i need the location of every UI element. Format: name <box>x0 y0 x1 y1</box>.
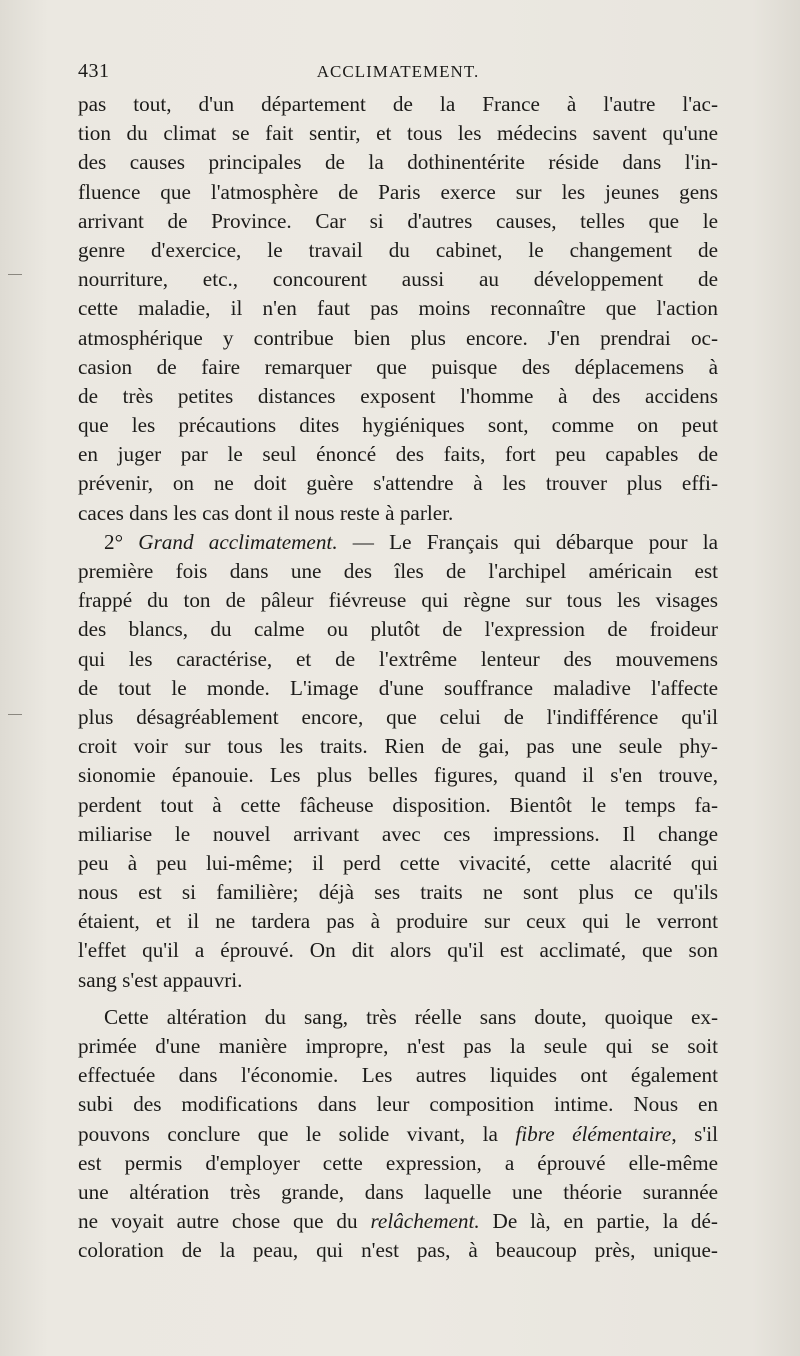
section-heading-line <box>78 528 718 557</box>
text-line: subi des modifications dans leur composition intime. Nous en <box>78 1092 718 1117</box>
section-number: 2° <box>104 529 124 554</box>
text-run: pouvons conclure que le solide vivant, la <box>78 1121 516 1146</box>
text-line: Cette altération du sang, très réelle sans doute, quoique ex- <box>104 1004 718 1029</box>
text-line: plus désagréablement encore, que celui de l'indifférence qu'il <box>78 704 718 729</box>
paragraph-3 <box>78 1003 718 1266</box>
text-line: en juger par le seul énoncé des faits, fort peu capables de <box>78 442 718 467</box>
text-line: tion du climat se fait sentir, et tous les médecins savent qu'une <box>78 121 718 146</box>
text-line: cette maladie, il n'en faut pas moins reconnaître que l'action <box>78 296 718 321</box>
text-line: peu à peu lui-même; il perd cette vivacité, cette alacrité qui <box>78 850 718 875</box>
text-line: de tout le monde. L'image d'une souffrance maladive l'affecte <box>78 675 718 700</box>
paragraph-1 <box>78 90 718 528</box>
text-line: arrivant de Province. Car si d'autres causes, telles que le <box>78 208 718 233</box>
margin-mark <box>8 274 22 275</box>
text-line: miliarise le nouvel arrivant avec ces impressions. Il change <box>78 821 718 846</box>
paragraph-gap <box>78 995 718 1003</box>
text-run: , s'il <box>671 1121 718 1146</box>
text-line: des causes principales de la dothinentérite réside dans l'in- <box>78 150 718 175</box>
text-line: genre d'exercice, le travail du cabinet, le changement de <box>78 237 718 262</box>
text-line: que les précautions dites hygiéniques sont, comme on peut <box>78 413 718 438</box>
text-run: De là, en partie, la dé- <box>479 1209 718 1234</box>
text-line: coloration de la peau, qui n'est pas, à beaucoup près, unique- <box>78 1238 718 1263</box>
text-line: effectuée dans l'économie. Les autres liquides ont également <box>78 1063 718 1088</box>
text-line: sionomie épanouie. Les plus belles figures, quand il s'en trouve, <box>78 763 718 788</box>
text-line: frappé du ton de pâleur fiévreuse qui règne sur tous les visages <box>78 588 718 613</box>
running-title: ACCLIMATEMENT. <box>316 62 480 81</box>
text-line: est permis d'employer cette expression, a éprouvé elle-même <box>78 1150 718 1175</box>
text-line <box>78 1120 718 1149</box>
text-line: fluence que l'atmosphère de Paris exerce sur les jeunes gens <box>78 179 718 204</box>
text-run: ne voyait autre chose que du <box>78 1209 371 1234</box>
text-line: pas tout, d'un département de la France à l'autre l'ac- <box>78 92 718 116</box>
text-line: atmosphérique y contribue bien plus encore. J'en prendrai oc- <box>78 325 718 350</box>
text-line: nous est si familière; déjà ses traits ne sont plus ce qu'ils <box>78 880 718 905</box>
text-run: — Le Français qui débarque pour la <box>337 529 719 554</box>
text-line: nourriture, etc., concourent aussi au développement de <box>78 267 718 292</box>
body-text <box>78 90 718 1266</box>
italic-term: relâchement. <box>370 1209 480 1234</box>
text-line: sang s'est appauvri. <box>78 967 243 992</box>
text-line: caces dans les cas dont il nous reste à parler. <box>78 500 454 525</box>
section-title: Grand acclimatement. <box>138 529 338 554</box>
text-line: croit voir sur tous les traits. Rien de gai, pas une seule phy- <box>78 734 718 759</box>
italic-term: fibre élémentaire <box>515 1121 672 1146</box>
running-head <box>78 60 718 88</box>
text-line: première fois dans une des îles de l'archipel américain est <box>78 559 718 583</box>
text-line: de très petites distances exposent l'homme à des accidens <box>78 383 718 408</box>
text-line: primée d'une manière impropre, n'est pas la seule qui se soit <box>78 1034 718 1058</box>
text-line: perdent tout à cette fâcheuse disposition. Bientôt le temps fa- <box>78 792 718 817</box>
text-line: l'effet qu'il a éprouvé. On dit alors qu'il est acclimaté, que son <box>78 938 718 963</box>
text-line <box>78 1207 718 1236</box>
text-line: prévenir, on ne doit guère s'attendre à les trouver plus effi- <box>78 471 718 496</box>
paragraph-2 <box>78 528 718 995</box>
margin-mark <box>8 714 22 715</box>
text-line: étaient, et il ne tardera pas à produire sur ceux qui le verront <box>78 909 718 934</box>
text-line: qui les caractérise, et de l'extrême lenteur des mouvemens <box>78 646 718 671</box>
text-line: une altération très grande, dans laquelle une théorie surannée <box>78 1179 718 1204</box>
text-line: des blancs, du calme ou plutôt de l'expression de froideur <box>78 617 718 642</box>
page-number: 431 <box>78 60 110 82</box>
text-line: casion de faire remarquer que puisque des déplacemens à <box>78 354 718 379</box>
